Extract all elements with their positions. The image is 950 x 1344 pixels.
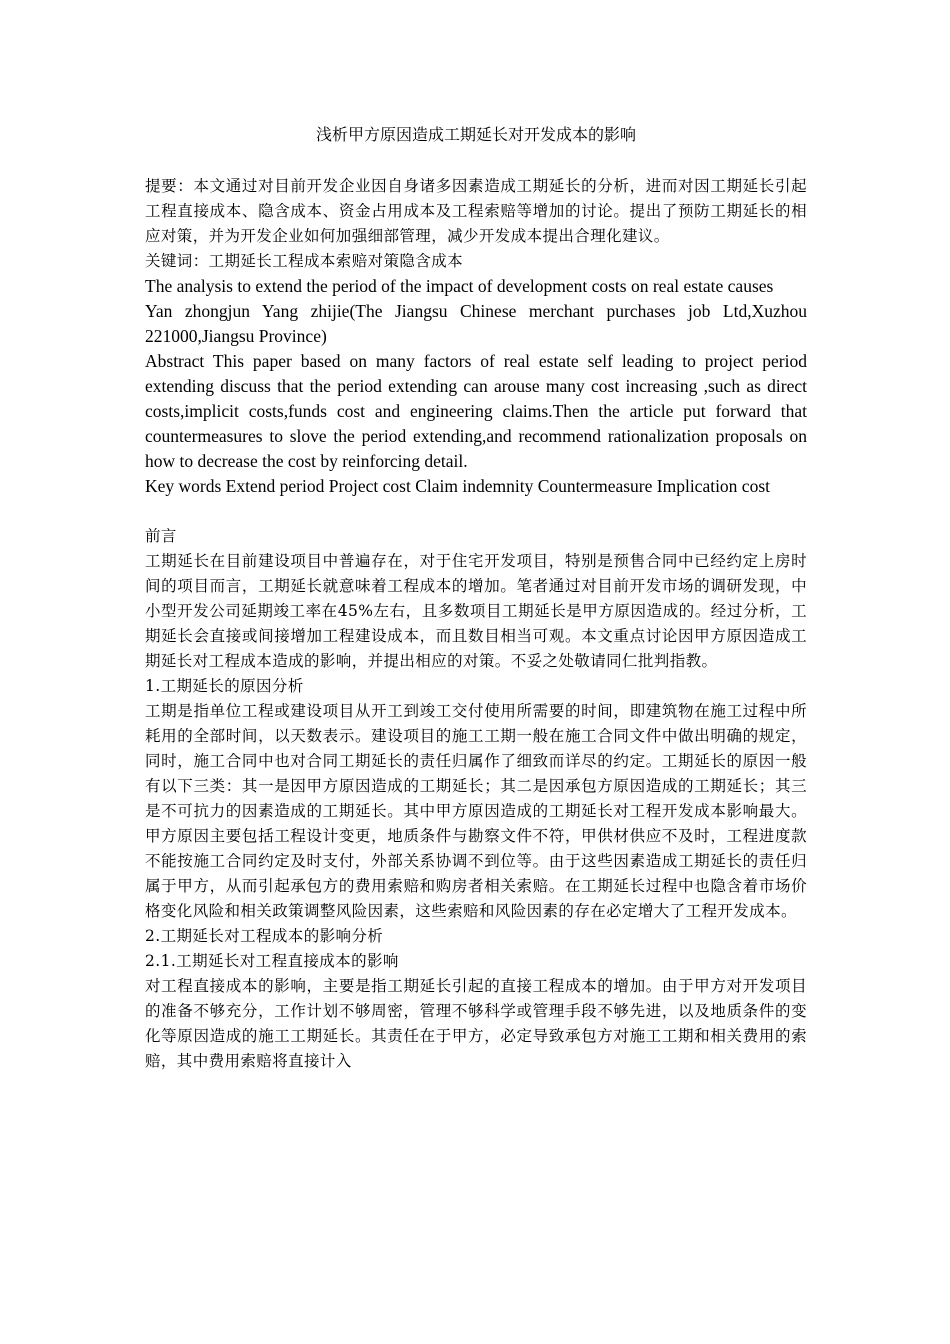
authors-en: Yan zhongjun Yang zhijie(The Jiangsu Chinese merchant purchases job Ltd,Xuzhou 221000,Jiangsu Province) (145, 301, 807, 346)
section-1-text: 工期是指单位工程或建设项目从开工到竣工交付使用所需要的时间，即建筑物在施工过程中所耗用的全部时间，以天数表示。建设项目的施工工期一般在施工合同文件中做出明确的规定，同时，施工合同中也对合同工期延长的责任归属作了细致而详尽的约定。工期延长的原因一般有以下三类：其一是因甲方原因造成的工期延长；其二是因承包方原因造成的工期延长；其三是不可抗力的因素造成的工期延长。其中甲方原因造成的工期延长对工程开发成本影响最大。甲方原因主要包括工程设计变更，地质条件与勘察文件不符，甲供材供应不及时，工程进度款不能按施工合同约定及时支付，外部关系协调不到位等。由于这些因素造成工期延长的责任归属于甲方，从而引起承包方的费用索赔和购房者相关索赔。在工期延长过程中也隐含着市场价格变化风险和相关政策调整风险因素，这些索赔和风险因素的存在必定增大了工程开发成本。 (145, 702, 807, 920)
preface-heading: 前言 (145, 527, 177, 545)
document-body (145, 174, 807, 1074)
section-2-heading: 2.工期延长对工程成本的影响分析 (145, 927, 384, 945)
spacer (145, 499, 807, 524)
keywords-en: Key words Extend period Project cost Claim indemnity Countermeasure Implication cost (145, 476, 771, 496)
section-2-1-text: 对工程直接成本的影响，主要是指工期延长引起的直接工程成本的增加。由于甲方对开发项目的准备不够充分，工作计划不够周密，管理不够科学或管理手段不够先进，以及地质条件的变化等原因造成的施工工期延长。其责任在于甲方，必定导致承包方对施工工期和相关费用的索赔，其中费用索赔将直接计入 (145, 977, 807, 1070)
keywords-cn: 关键词：工期延长工程成本索赔对策隐含成本 (145, 252, 464, 270)
section-2-1-heading: 2.1.工期延长对工程直接成本的影响 (145, 952, 399, 970)
abstract-cn: 提要：本文通过对目前开发企业因自身诸多因素造成工期延长的分析，进而对因工期延长引起工程直接成本、隐含成本、资金占用成本及工程索赔等增加的讨论。提出了预防工期延长的相应对策，并为开发企业如何加强细部管理，减少开发成本提出合理化建议。 (145, 177, 807, 245)
title-en: The analysis to extend the period of the impact of development costs on real estate causes (145, 276, 774, 296)
document-title: 浅析甲方原因造成工期延长对开发成本的影响 (315, 125, 636, 144)
preface-text: 工期延长在目前建设项目中普遍存在，对于住宅开发项目，特别是预售合同中已经约定上房时间的项目而言，工期延长就意味着工程成本的增加。笔者通过对目前开发市场的调研发现，中小型开发公司延期竣工率在45%左右，且多数项目工期延长是甲方原因造成的。经过分析，工期延长会直接或间接增加工程建设成本，而且数目相当可观。本文重点讨论因甲方原因造成工期延长对工程成本造成的影响，并提出相应的对策。不妥之处敬请同仁批判指教。 (145, 552, 807, 670)
section-1-heading: 1.工期延长的原因分析 (145, 677, 304, 695)
document-page (145, 0, 807, 1344)
abstract-en: Abstract This paper based on many factors of real estate self leading to project period extending discuss that the period extending can arouse many cost increasing ,such as direct costs,implicit costs,funds cost and engineering claims.Then the article put forward that countermeasures to slove the period extending,and recommend rationalization proposals on how to decrease the cost by reinforcing detail. (145, 351, 807, 471)
